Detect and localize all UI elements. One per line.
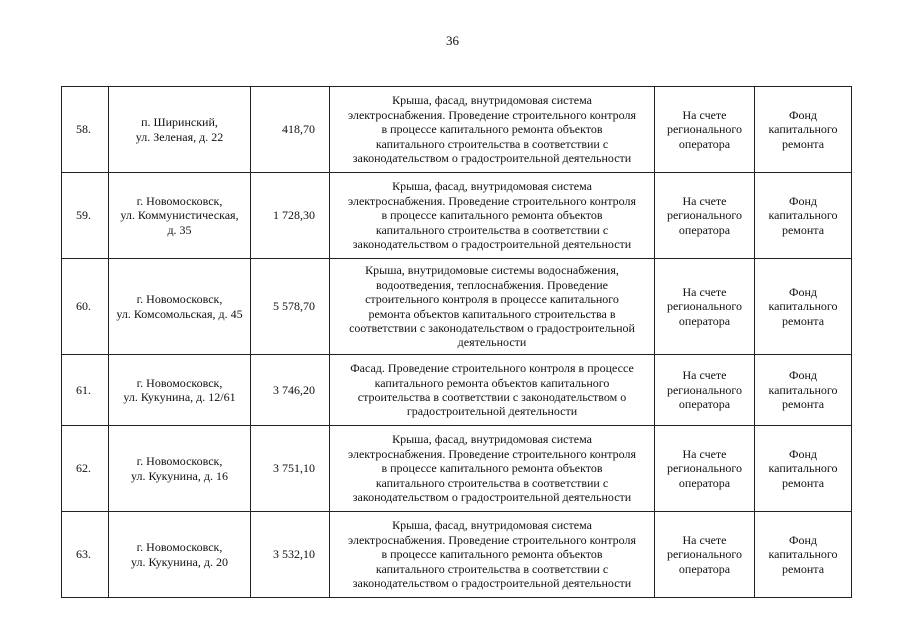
row-number: 62. xyxy=(62,426,109,512)
row-number: 63. xyxy=(62,512,109,598)
funding-source-cell-line: оператора xyxy=(678,136,731,151)
work-description-cell-line: в процессе капитального ремонта объектов xyxy=(381,461,603,476)
fund-cell xyxy=(755,173,852,259)
area-cell: 5 578,70 xyxy=(251,259,330,355)
fund-cell-line: капитального xyxy=(768,461,838,476)
fund-cell xyxy=(755,355,852,426)
funding-source-cell xyxy=(655,512,755,598)
fund-cell-line: Фонд xyxy=(788,532,817,547)
work-description-cell-line: в процессе капитального ремонта объектов xyxy=(381,547,603,562)
fund-cell-line: Фонд xyxy=(788,284,817,299)
row-number: 59. xyxy=(62,173,109,259)
work-description-cell-line: Крыша, фасад, внутридомовая система xyxy=(392,432,592,447)
funding-source-cell-line: На счете xyxy=(682,193,727,208)
fund-cell-line: Фонд xyxy=(788,446,817,461)
address-cell-line: г. Новомосковск, xyxy=(136,292,223,307)
work-description-cell-line: строительства в соответствии с законодательством о xyxy=(357,390,627,404)
address-cell-line: ул. Комсомольская, д. 45 xyxy=(116,306,243,321)
funding-source-cell-line: На счете xyxy=(682,107,727,122)
table-row xyxy=(62,87,852,173)
funding-source-cell-line: На счете xyxy=(682,532,727,547)
table-row xyxy=(62,259,852,355)
fund-cell-line: ремонта xyxy=(781,561,825,576)
work-description-cell-line: капитального строительства в соответствии с xyxy=(375,561,609,576)
work-description-cell-line: Крыша, фасад, внутридомовая система xyxy=(392,518,592,533)
fund-cell-line: ремонта xyxy=(781,136,825,151)
funding-source-cell-line: оператора xyxy=(678,222,731,237)
fund-cell-line: ремонта xyxy=(781,397,825,412)
table-row xyxy=(62,512,852,598)
work-description-cell-line: капитального строительства в соответствии с xyxy=(375,136,609,151)
funding-source-cell-line: На счете xyxy=(682,446,727,461)
fund-cell-line: капитального xyxy=(768,122,838,137)
work-description-cell-line: ремонта объектов капитального строительства в xyxy=(368,306,616,321)
repair-schedule-table xyxy=(61,86,852,598)
funding-source-cell-line: На счете xyxy=(682,284,727,299)
work-description-cell xyxy=(330,426,655,512)
fund-cell-line: Фонд xyxy=(788,107,817,122)
funding-source-cell-line: регионального xyxy=(666,547,743,562)
work-description-cell-line: законодательством о градостроительной деятельности xyxy=(352,237,632,252)
area-cell: 3 746,20 xyxy=(251,355,330,426)
work-description-cell-line: Фасад. Проведение строительного контроля в процессе xyxy=(350,361,634,376)
work-description-cell-line: законодательством о градостроительной деятельности xyxy=(352,576,632,591)
address-cell-line: г. Новомосковск, xyxy=(136,540,223,555)
address-cell-line: ул. Зеленая, д. 22 xyxy=(135,129,224,144)
address-cell-line: д. 35 xyxy=(167,222,192,237)
fund-cell-line: Фонд xyxy=(788,193,817,208)
fund-cell-line: капитального xyxy=(768,299,838,314)
work-description-cell-line: в процессе капитального ремонта объектов xyxy=(381,122,603,137)
address-cell-line: ул. Кукунина, д. 20 xyxy=(131,554,228,569)
work-description-cell-line: Крыша, внутридомовые системы водоснабжения, xyxy=(365,263,619,278)
work-description-cell-line: электроснабжения. Проведение строительного контроля xyxy=(348,532,636,547)
fund-cell-line: капитального xyxy=(768,382,838,397)
funding-source-cell-line: регионального xyxy=(666,122,743,137)
funding-source-cell-line: регионального xyxy=(666,382,743,397)
funding-source-cell xyxy=(655,259,755,355)
funding-source-cell-line: На счете xyxy=(682,368,727,383)
work-description-cell-line: законодательством о градостроительной деятельности xyxy=(352,490,632,505)
row-number: 58. xyxy=(62,87,109,173)
work-description-cell-line: капитального ремонта объектов капитального xyxy=(374,375,610,390)
work-description-cell xyxy=(330,87,655,173)
row-number: 61. xyxy=(62,355,109,426)
work-description-cell-line: электроснабжения. Проведение строительного контроля xyxy=(348,446,636,461)
work-description-cell-line: законодательством о градостроительной деятельности xyxy=(352,151,632,166)
work-description-cell-line: деятельности xyxy=(457,335,527,350)
work-description-cell-line: соответствии с законодательством о градостроительной xyxy=(349,320,635,335)
funding-source-cell xyxy=(655,426,755,512)
work-description-cell xyxy=(330,512,655,598)
fund-cell-line: капитального xyxy=(768,547,838,562)
work-description-cell-line: капитального строительства в соответствии с xyxy=(375,222,609,237)
address-cell xyxy=(109,259,251,355)
work-description-cell-line: капитального строительства в соответствии с xyxy=(375,475,609,490)
area-cell: 1 728,30 xyxy=(251,173,330,259)
address-cell xyxy=(109,173,251,259)
area-cell: 418,70 xyxy=(251,87,330,173)
funding-source-cell-line: оператора xyxy=(678,313,731,328)
row-number: 60. xyxy=(62,259,109,355)
fund-cell-line: капитального xyxy=(768,208,838,223)
work-description-cell-line: градостроительной деятельности xyxy=(406,404,578,419)
funding-source-cell-line: оператора xyxy=(678,561,731,576)
work-description-cell-line: электроснабжения. Проведение строительного контроля xyxy=(348,193,636,208)
work-description-cell-line: в процессе капитального ремонта объектов xyxy=(381,208,603,223)
table-body xyxy=(62,87,852,598)
address-cell-line: г. Новомосковск, xyxy=(136,193,223,208)
funding-source-cell-line: регионального xyxy=(666,299,743,314)
funding-source-cell-line: оператора xyxy=(678,397,731,412)
fund-cell xyxy=(755,259,852,355)
address-cell-line: п. Ширинский, xyxy=(141,115,218,130)
fund-cell-line: ремонта xyxy=(781,222,825,237)
funding-source-cell xyxy=(655,173,755,259)
work-description-cell-line: Крыша, фасад, внутридомовая система xyxy=(392,179,592,194)
work-description-cell xyxy=(330,355,655,426)
work-description-cell-line: электроснабжения. Проведение строительного контроля xyxy=(348,107,636,122)
address-cell xyxy=(109,512,251,598)
work-description-cell-line: водоотведения, теплоснабжения. Проведение xyxy=(375,277,608,292)
address-cell xyxy=(109,87,251,173)
address-cell-line: ул. Коммунистическая, xyxy=(120,208,239,223)
funding-source-cell-line: регионального xyxy=(666,461,743,476)
work-description-cell-line: Крыша, фасад, внутридомовая система xyxy=(392,93,592,108)
work-description-cell xyxy=(330,173,655,259)
fund-cell xyxy=(755,512,852,598)
page-number: 36 xyxy=(446,33,459,48)
fund-cell-line: Фонд xyxy=(788,368,817,383)
funding-source-cell xyxy=(655,355,755,426)
address-cell-line: ул. Кукунина, д. 16 xyxy=(131,468,228,483)
table-row xyxy=(62,173,852,259)
table-row xyxy=(62,355,852,426)
funding-source-cell xyxy=(655,87,755,173)
area-cell: 3 532,10 xyxy=(251,512,330,598)
fund-cell-line: ремонта xyxy=(781,313,825,328)
work-description-cell xyxy=(330,259,655,355)
work-description-cell-line: строительного контроля в процессе капитального xyxy=(365,292,619,307)
funding-source-cell-line: регионального xyxy=(666,208,743,223)
funding-source-cell-line: оператора xyxy=(678,475,731,490)
address-cell-line: ул. Кукунина, д. 12/61 xyxy=(123,390,236,404)
fund-cell xyxy=(755,87,852,173)
fund-cell xyxy=(755,426,852,512)
address-cell-line: г. Новомосковск, xyxy=(136,375,223,390)
area-cell: 3 751,10 xyxy=(251,426,330,512)
fund-cell-line: ремонта xyxy=(781,475,825,490)
address-cell-line: г. Новомосковск, xyxy=(136,454,223,469)
table-row xyxy=(62,426,852,512)
address-cell xyxy=(109,426,251,512)
address-cell xyxy=(109,355,251,426)
